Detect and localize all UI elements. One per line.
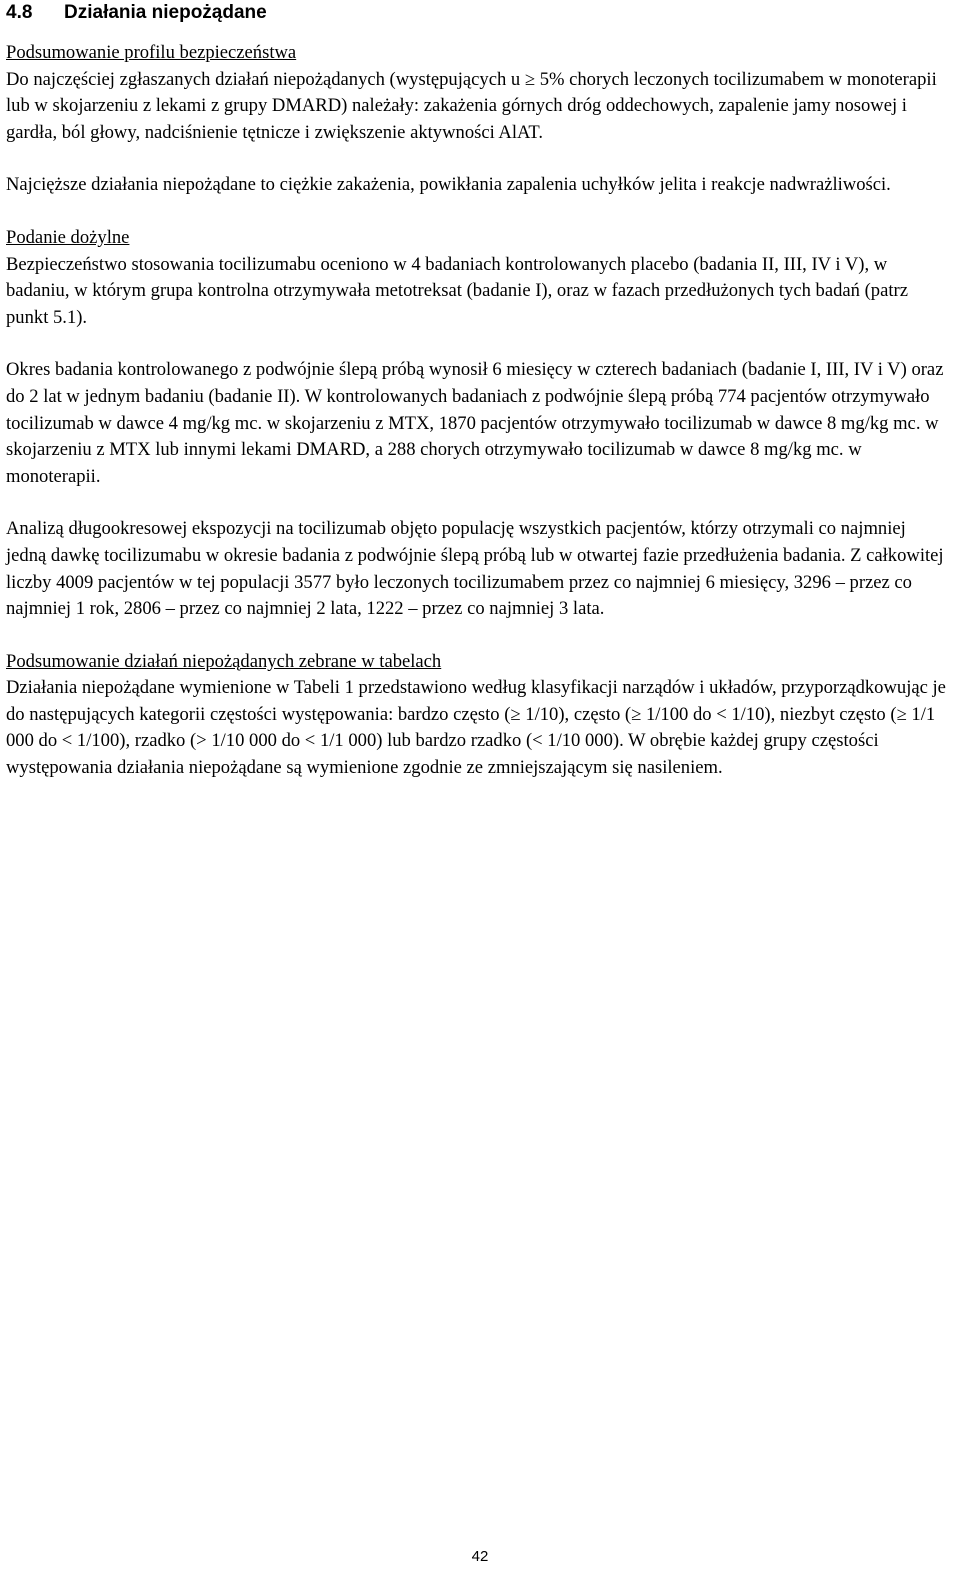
paragraph-text: Bezpieczeństwo stosowania tocilizumabu oceniono w 4 badaniach kontrolowanych placebo (badania II, III, IV i V), w badaniu, w którym grupa kontrolna otrzymywała metotreksat (badanie I), oraz w fazach przedłużonych tych badań (patrz punkt 5.1). [6, 253, 908, 328]
section-number: 4.8 [6, 2, 33, 23]
paragraph-controlled-period [6, 357, 950, 490]
subheading-iv-administration: Podanie dożylne [6, 226, 130, 248]
paragraph-long-term-exposure [6, 516, 950, 622]
paragraph-text: Działania niepożądane wymienione w Tabeli 1 przedstawiono według klasyfikacji narządów i układów, przyporządkowując je do następujących kategorii częstości występowania: bardzo często (≥ 1/10), często (≥ 1/100 do < 1/10), niezbyt często (≥ 1/1 000 do < 1/100), rzadko (> 1/10 000 do < 1/1 000) lub bardzo rzadko (< 1/10 000). W obrębie każdej grupy częstości występowania działania niepożądane są wymienione zgodnie ze zmniejszającym się nasileniem. [6, 677, 946, 779]
section-title: Działania niepożądane [64, 2, 267, 23]
section-heading [6, 0, 950, 26]
paragraph-safety-profile [6, 40, 950, 146]
page-number: 42 [471, 1548, 489, 1565]
paragraph-text: Do najczęściej zgłaszanych działań niepożądanych (występujących u ≥ 5% chorych leczonych tocilizumabem w monoterapii lub w skojarzeniu z lekami z grupy DMARD) należały: zakażenia górnych dróg oddechowych, zapalenie jamy nosowej i gardła, ból głowy, nadciśnienie tętnicze i zwiększenie aktywności AlAT. [6, 68, 937, 143]
document-page [6, 0, 950, 782]
paragraph-text: Okres badania kontrolowanego z podwójnie ślepą próbą wynosił 6 miesięcy w czterech badaniach (badanie I, III, IV i V) oraz do 2 lat w jednym badaniu (badanie II). W kontrolowanych badaniach z podwójnie ślepą próbą 774 pacjentów otrzymywało tocilizumab w dawce 4 mg/kg mc. w skojarzeniu z MTX, 1870 pacjentów otrzymywało tocilizumab w dawce 8 mg/kg mc. w skojarzeniu z MTX lub innymi lekami DMARD, a 288 chorych otrzymywało tocilizumab w dawce 8 mg/kg mc. w monoterapii. [6, 359, 944, 487]
paragraph-text: Najcięższe działania niepożądane to ciężkie zakażenia, powikłania zapalenia uchyłków jelita i reakcje nadwrażliwości. [6, 174, 891, 196]
subheading-safety-profile: Podsumowanie profilu bezpieczeństwa [6, 42, 297, 63]
paragraph-tabulated-summary [6, 649, 950, 782]
subheading-tabulated-summary: Podsumowanie działań niepożądanych zebrane w tabelach [6, 650, 442, 672]
paragraph-text: Analizą długookresowej ekspozycji na tocilizumab objęto populację wszystkich pacjentów, którzy otrzymali co najmniej jedną dawkę tocilizumabu w okresie badania z podwójnie ślepą próbą lub w otwartej fazie przedłużenia badania. Z całkowitej liczby 4009 pacjentów w tej populacji 3577 było leczonych tocilizumabem przez co najmniej 6 miesięcy, 3296 – przez co najmniej 1 rok, 2806 – przez co najmniej 2 lata, 1222 – przez co najmniej 3 lata. [6, 518, 944, 620]
paragraph-serious-reactions [6, 172, 950, 199]
paragraph-iv-administration [6, 225, 950, 331]
